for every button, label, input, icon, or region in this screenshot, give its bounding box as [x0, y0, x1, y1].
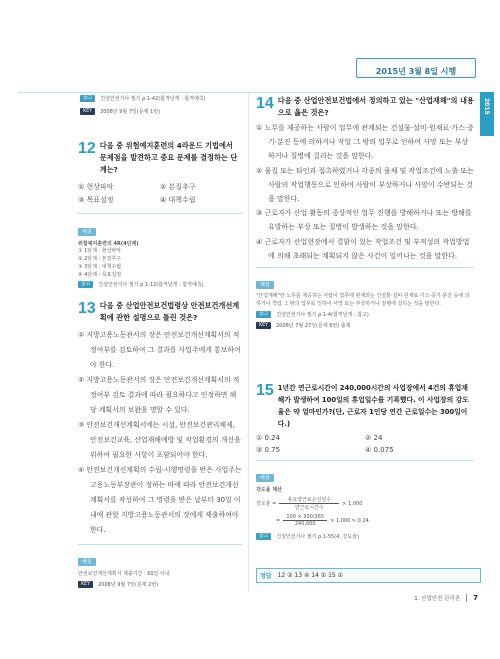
- option-3[interactable]: ③ 안전보건개선계획서에는 시설, 안전보건관리체제, 안전보건교육, 산업재해예방 및 작업환경의 개선을 위하여 필요한 사항이 포함되어야 한다.: [78, 421, 241, 459]
- explanation-item: ② 2단계 : 본질추구: [78, 256, 122, 262]
- explanation-item: ① 1단계 : 현상파악: [78, 248, 122, 254]
- ref-tag: 참고: [78, 281, 93, 288]
- explanation-text: "산업재해"란 노무를 제공하는 사람이 업무에 관계되는 건설물·설비·원재료·가스·증기·분진 등에 의하거나 작업 그 밖의 업무로 인하여 사망 또는 부상하거나 질병에 걸리는 것을 말한다.: [256, 293, 470, 308]
- option-3[interactable]: ③ 근로자가 산업 활동의 중상적인 업무 진행을 방해하거나 또는 방해를 유발하는 부상 또는 질병이 발생하는 것을 말한다.: [256, 209, 472, 232]
- side-year-text: 2015: [483, 98, 490, 115]
- option-2[interactable]: ② 24: [365, 434, 383, 442]
- formula-denominator: 연근로시간수: [294, 505, 324, 511]
- explanation-tag: 해설: [78, 558, 96, 566]
- answers-text: 12 ② 13 ④ 14 ① 15 ①: [277, 572, 343, 579]
- ref-text: 건설안전기사 필기 p.1-42(합격날개 : 합격예측): [100, 96, 206, 102]
- left-top-ref: [80, 95, 206, 115]
- question-number: 15: [256, 382, 274, 399]
- option-4[interactable]: ④ 안전보건개선계획의 수립·시행명령을 받은 사업주는 고용노동부장관이 정하는 바에 따라 안전보건개선계획서를 작성하여 그 명령을 받은 날부터 30일 이내에 관할 지방고용노동관서의 장에게 제출하여야 한다.: [78, 466, 242, 534]
- question-number: 13: [78, 300, 96, 317]
- key-text: 2008년 9월 7일(문제 2번): [98, 582, 159, 588]
- question-15: [256, 382, 474, 540]
- calc-numerator: 100 × 300/365: [286, 514, 325, 520]
- ref-tag: 참고: [80, 95, 95, 102]
- option-2[interactable]: ② 지방고용노동관서의 장은 안전보건개선계획서의 적정여부 검토 결과에 따라 필요하다고 인정하면 해당 계획서의 보완을 명할 수 있다.: [78, 376, 240, 414]
- option-2[interactable]: ② 본질추구: [160, 183, 196, 191]
- side-year-tab: [480, 92, 494, 136]
- option-2[interactable]: ② 물질 또는 타인과 접촉하였거나 각종의 물체 및 작업조건에 노출 또는 사람의 작업행동으로 인하여 사람이 부상하거나 사망이 수반되는 것을 말한다.: [256, 166, 474, 204]
- answers-label: 정답: [260, 573, 272, 580]
- explanation-list: [78, 247, 242, 279]
- options: [256, 121, 474, 263]
- page-number: 7: [473, 594, 478, 602]
- calculation: [256, 514, 474, 527]
- ref-text: 건설안전기사 필기 p.1-12(합격날개 : 합격예측): [98, 282, 204, 288]
- option-4[interactable]: ④ 근로자가 산업현장에서 결함이 있는 작업조건 및 부적성의 작업방법에 의해 초래되는 계획되지 않은 사건이 일어나는 것을 말한다.: [256, 237, 470, 260]
- options: [78, 182, 242, 205]
- question-title: 다음 중 산업안전보건법에서 정의하고 있는 "산업재해"의 내용으로 옳은 것은?: [277, 96, 474, 117]
- question-title: 다음 중 위험예지훈련의 4라운드 기법에서 문제점을 발견하고 중요 문제를 결정하는 단계는?: [99, 141, 238, 174]
- calc-denominator: 240,000: [294, 521, 316, 527]
- question-title: 다음 중 산업안전보건법령상 안전보건개선계획에 관한 설명으로 틀린 것은?: [99, 301, 240, 322]
- explanation-title: 위험예지훈련의 4R(4단계): [78, 241, 139, 247]
- explanation-title: 강도율 계산: [256, 487, 282, 493]
- column-divider: [248, 92, 249, 592]
- option-1[interactable]: ① 현상파악: [78, 183, 114, 191]
- key-tag: KEY: [78, 581, 93, 588]
- formula: [256, 496, 474, 511]
- ref-tag: 참고: [256, 311, 271, 318]
- option-3[interactable]: ③ 목표설정: [78, 196, 114, 204]
- ref-tag: 참고: [256, 533, 271, 540]
- ref-text: 건설안전기사 필기 p.1-4(합격날개 : 참고): [276, 312, 369, 319]
- answers-bar: [256, 568, 481, 583]
- option-4[interactable]: ④ 0.075: [365, 446, 394, 454]
- header-date-text: 2015년 3월 8일 시행: [375, 67, 457, 76]
- explanation-tag: 해설: [256, 474, 274, 482]
- question-title: 1년간 연근로시간이 240,000시간의 사업장에서 4건의 휴업재해가 발생하여 100일의 휴업일수를 기록했다. 이 사업장의 강도율은 약 얼마인가?(단, 근로자 1인당 연간 근로일수는 300일이다.): [277, 384, 469, 428]
- calc-lhs: =: [276, 517, 281, 524]
- question-12: [78, 140, 242, 288]
- explanation-text: 안전보건개선계획서 제출기간 : 60일 이내: [78, 571, 170, 577]
- footer-chapter: 1. 산업안전 관리론: [414, 596, 461, 602]
- options: [256, 434, 474, 454]
- question-number: 14: [256, 95, 274, 112]
- explanation-item: ③ 3단계 : 대책수립: [78, 264, 122, 270]
- option-3[interactable]: ③ 0.75: [256, 446, 281, 454]
- option-1[interactable]: ① 지방고용노동관서의 장은 안전보건개선계획서의 적정여부를 검토하여 그 결과를 사업주에게 통보하여야 한다.: [78, 331, 241, 369]
- key-text: 2008년 9월 7일(문제 1번): [100, 109, 161, 115]
- option-1[interactable]: ① 0.24: [256, 434, 281, 442]
- explanation-item: ④ 4단계 : 목표설정: [78, 272, 122, 278]
- footer: [360, 594, 478, 602]
- option-1[interactable]: ① 노무를 제공하는 사람이 업무에 관계되는 건설물·설비·원재료·가스·증기·분진 등에 의하거나 작업 그 밖의 업무로 인하여 사망 또는 부상하거나 질병에 걸리는 것을 말한다.: [256, 124, 474, 161]
- formula-multiplier: × 1,000: [342, 500, 363, 507]
- ref-text: 건설안전기사 필기 p.1-55(4. 강도율): [276, 534, 359, 540]
- key-tag: KEY: [256, 322, 271, 329]
- explanation-tag: 해설: [256, 281, 274, 289]
- key-text: 2008년 7월 27일(문제 6번) 출제: [276, 323, 351, 330]
- calc-result: × 1,000 ≒ 0.24: [330, 517, 369, 524]
- header-date-badge: [356, 58, 476, 78]
- options: [78, 328, 242, 538]
- question-number: 12: [78, 140, 96, 157]
- question-13: [78, 300, 242, 588]
- key-tag: KEY: [80, 108, 95, 115]
- explanation-tag: 해설: [78, 228, 96, 236]
- header-rule: [18, 92, 480, 93]
- question-14: [256, 95, 474, 329]
- formula-lhs: 강도율 =: [256, 501, 277, 507]
- footer-divider: [466, 594, 467, 602]
- option-4[interactable]: ④ 대책수립: [160, 196, 196, 204]
- formula-numerator: 총요양근로손실일수: [287, 497, 332, 503]
